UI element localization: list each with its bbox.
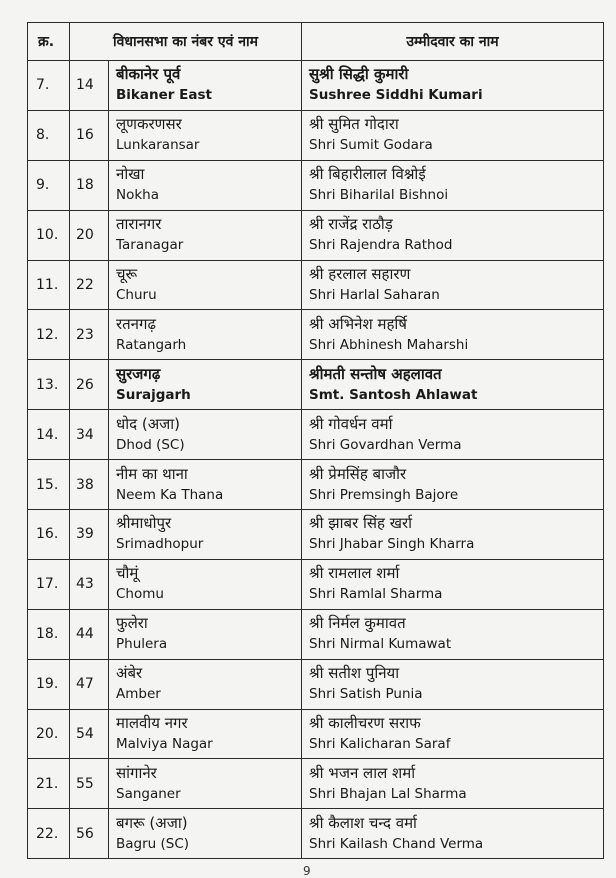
constituency-cell (109, 510, 302, 560)
table-row (28, 609, 604, 659)
candidate-cell (302, 160, 604, 210)
assembly-number: 14 (70, 61, 109, 111)
candidate-name-english: Sushree Siddhi Kumari (309, 87, 483, 104)
candidate-cell (302, 559, 604, 609)
table-row (28, 210, 604, 260)
constituency-name-english: Sanganer (116, 785, 181, 802)
constituency-name-hindi: सांगानेर (116, 763, 157, 782)
constituency-cell (109, 609, 302, 659)
table-row (28, 510, 604, 560)
table-row (28, 659, 604, 709)
constituency-name-english: Lunkaransar (116, 137, 200, 154)
assembly-number: 43 (70, 559, 109, 609)
constituency-cell (109, 410, 302, 460)
candidate-name-english: Shri Kailash Chand Verma (309, 835, 484, 852)
candidate-name-hindi: श्री अभिनेश महर्षि (309, 314, 407, 333)
assembly-number: 18 (70, 160, 109, 210)
assembly-number: 22 (70, 260, 109, 310)
candidate-name-hindi: श्री कालीचरण सराफ (309, 714, 421, 733)
serial-number: 12. (28, 310, 70, 360)
candidate-cell (302, 61, 604, 111)
header-assembly: विधानसभा का नंबर एवं नाम (70, 23, 302, 61)
constituency-name-english: Nokha (116, 187, 160, 204)
constituency-name-hindi: श्रीमाधोपुर (116, 514, 172, 533)
assembly-number: 20 (70, 210, 109, 260)
constituency-cell (109, 709, 302, 759)
candidate-name-english: Shri Bhajan Lal Sharma (309, 785, 467, 802)
serial-number: 14. (28, 410, 70, 460)
candidate-cell (302, 809, 604, 859)
table-row (28, 759, 604, 809)
constituency-cell (109, 160, 302, 210)
candidate-name-hindi: श्री भजन लाल शर्मा (309, 763, 416, 782)
constituency-name-hindi: बगरू (अजा) (116, 813, 188, 832)
candidate-name-hindi: श्री सुमित गोदारा (309, 115, 399, 134)
constituency-name-english: Taranagar (116, 237, 184, 254)
candidate-name-english: Shri Nirmal Kumawat (309, 636, 452, 653)
serial-number: 8. (28, 110, 70, 160)
constituency-name-english: Ratangarh (116, 336, 187, 353)
header-candidate: उम्मीदवार का नाम (302, 23, 604, 61)
assembly-number: 26 (70, 360, 109, 410)
candidate-name-english: Shri Kalicharan Saraf (309, 736, 451, 753)
page-number: 9 (303, 864, 311, 878)
table-row (28, 410, 604, 460)
serial-number: 16. (28, 510, 70, 560)
assembly-number: 47 (70, 659, 109, 709)
serial-number: 15. (28, 460, 70, 510)
table-row (28, 160, 604, 210)
table-row (28, 559, 604, 609)
candidate-name-english: Shri Ramlal Sharma (309, 586, 443, 603)
constituency-name-hindi: तारानगर (116, 215, 162, 234)
candidate-name-english: Shri Harlal Saharan (309, 287, 440, 303)
constituency-name-hindi: फुलेरा (116, 614, 148, 633)
serial-number: 13. (28, 360, 70, 410)
constituency-cell (109, 659, 302, 709)
candidate-table (27, 22, 604, 859)
candidate-name-hindi: श्री सतीश पुनिया (309, 664, 400, 683)
constituency-name-english: Dhod (SC) (116, 436, 185, 453)
candidate-cell (302, 360, 604, 410)
assembly-number: 39 (70, 510, 109, 560)
constituency-name-english: Amber (116, 686, 161, 703)
candidate-cell (302, 609, 604, 659)
constituency-cell (109, 809, 302, 859)
constituency-name-english: Neem Ka Thana (116, 486, 224, 503)
constituency-name-english: Churu (116, 287, 157, 303)
constituency-name-english: Surajgarh (116, 386, 191, 403)
candidate-name-hindi: श्री राजेंद्र राठौड़ (309, 215, 393, 234)
candidate-name-english: Shri Biharilal Bishnoi (309, 187, 449, 204)
candidate-name-english: Shri Premsingh Bajore (309, 486, 459, 503)
table-row (28, 61, 604, 111)
table-row (28, 809, 604, 859)
assembly-number: 38 (70, 460, 109, 510)
constituency-cell (109, 360, 302, 410)
constituency-cell (109, 210, 302, 260)
serial-number: 9. (28, 160, 70, 210)
candidate-name-hindi: श्री बिहारीलाल विश्नोई (309, 165, 426, 184)
candidate-name-english: Shri Rajendra Rathod (309, 237, 453, 254)
constituency-cell (109, 460, 302, 510)
constituency-cell (109, 61, 302, 111)
table-row (28, 110, 604, 160)
serial-number: 10. (28, 210, 70, 260)
assembly-number: 34 (70, 410, 109, 460)
assembly-number: 44 (70, 609, 109, 659)
assembly-number: 16 (70, 110, 109, 160)
candidate-cell (302, 410, 604, 460)
serial-number: 11. (28, 260, 70, 310)
constituency-name-hindi: नीम का थाना (116, 464, 188, 483)
table-row (28, 260, 604, 310)
candidate-cell (302, 310, 604, 360)
constituency-name-hindi: धोद (अजा) (116, 414, 181, 433)
candidate-name-hindi: सुश्री सिद्धी कुमारी (309, 65, 409, 84)
candidate-name-english: Smt. Santosh Ahlawat (309, 386, 478, 403)
serial-number: 20. (28, 709, 70, 759)
candidate-cell (302, 759, 604, 809)
constituency-name-english: Srimadhopur (116, 536, 204, 553)
candidate-name-hindi: श्री हरलाल सहारण (309, 265, 411, 283)
table-row (28, 310, 604, 360)
serial-number: 7. (28, 61, 70, 111)
header-serial: क्र. (28, 23, 70, 61)
table-row (28, 709, 604, 759)
constituency-name-english: Bikaner East (116, 87, 212, 104)
candidate-name-hindi: श्री प्रेमसिंह बाजौर (309, 464, 407, 483)
candidate-cell (302, 260, 604, 310)
assembly-number: 55 (70, 759, 109, 809)
table-row (28, 360, 604, 410)
candidate-cell (302, 709, 604, 759)
constituency-name-hindi: सुरजगढ़ (116, 364, 161, 383)
serial-number: 17. (28, 559, 70, 609)
constituency-cell (109, 310, 302, 360)
constituency-name-hindi: रतनगढ़ (116, 314, 156, 333)
serial-number: 22. (28, 809, 70, 859)
candidate-name-english: Shri Satish Punia (309, 686, 423, 703)
constituency-cell (109, 260, 302, 310)
candidate-name-english: Shri Abhinesh Maharshi (309, 336, 469, 353)
serial-number: 19. (28, 659, 70, 709)
candidate-name-hindi: श्रीमती सन्तोष अहलावत (309, 364, 442, 383)
candidate-name-hindi: श्री रामलाल शर्मा (309, 564, 400, 583)
constituency-name-english: Bagru (SC) (116, 835, 190, 852)
table-header-row (28, 23, 604, 61)
table-row (28, 460, 604, 510)
table-body (28, 61, 604, 859)
serial-number: 18. (28, 609, 70, 659)
constituency-name-hindi: नोखा (116, 165, 145, 184)
constituency-cell (109, 759, 302, 809)
candidate-name-hindi: श्री कैलाश चन्द वर्मा (309, 813, 417, 832)
assembly-number: 54 (70, 709, 109, 759)
constituency-name-hindi: लूणकरणसर (116, 115, 182, 134)
candidate-name-hindi: श्री झाबर सिंह खर्रा (309, 514, 413, 533)
constituency-name-english: Malviya Nagar (116, 736, 213, 753)
candidate-name-hindi: श्री निर्मल कुमावत (309, 614, 406, 633)
candidate-cell (302, 510, 604, 560)
candidate-name-english: Shri Govardhan Verma (309, 436, 462, 453)
constituency-name-hindi: चौमूं (116, 564, 139, 583)
candidate-cell (302, 110, 604, 160)
constituency-name-hindi: चूरू (116, 265, 138, 283)
assembly-number: 23 (70, 310, 109, 360)
constituency-name-english: Phulera (116, 636, 168, 653)
candidate-cell (302, 460, 604, 510)
assembly-number: 56 (70, 809, 109, 859)
candidate-name-hindi: श्री गोवर्धन वर्मा (309, 414, 393, 433)
constituency-name-hindi: अंबेर (116, 664, 143, 683)
constituency-cell (109, 110, 302, 160)
constituency-name-hindi: बीकानेर पूर्व (116, 65, 181, 84)
constituency-cell (109, 559, 302, 609)
candidate-cell (302, 659, 604, 709)
candidate-name-english: Shri Sumit Godara (309, 137, 433, 154)
candidate-name-english: Shri Jhabar Singh Kharra (309, 536, 475, 553)
constituency-name-english: Chomu (116, 586, 164, 603)
serial-number: 21. (28, 759, 70, 809)
constituency-name-hindi: मालवीय नगर (116, 714, 188, 733)
candidate-cell (302, 210, 604, 260)
